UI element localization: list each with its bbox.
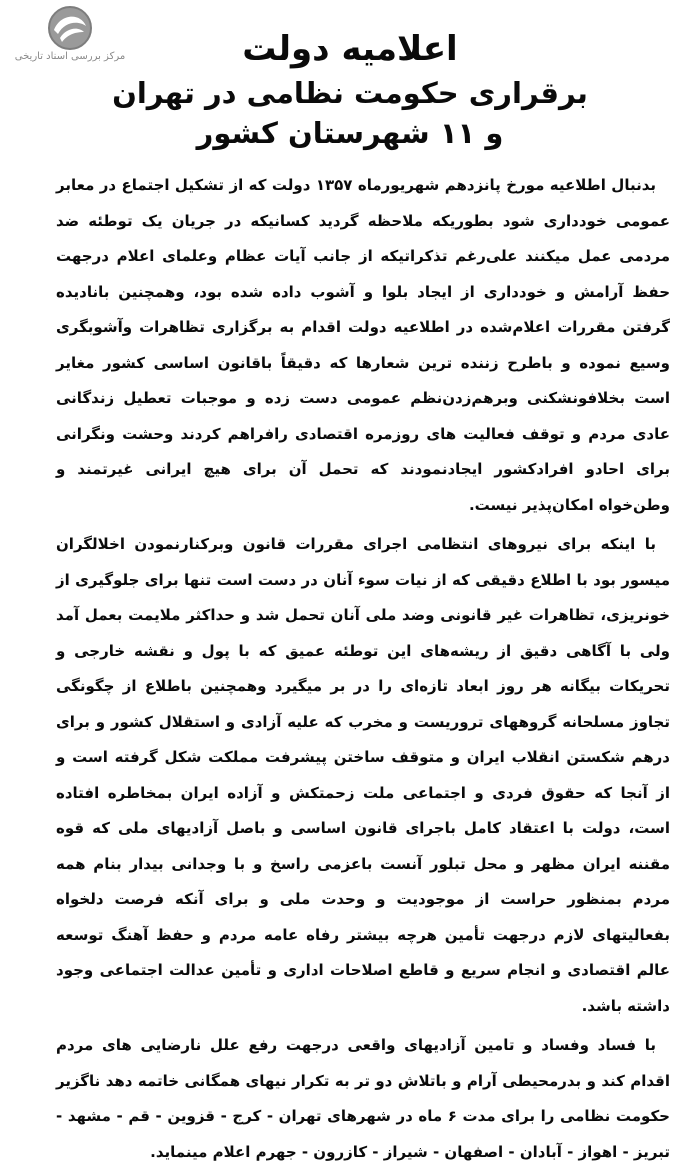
document-header bbox=[60, 26, 640, 152]
document-body bbox=[56, 168, 670, 1170]
document-subtitle-line1: برقراری حکومت نظامی در تهران bbox=[112, 76, 588, 110]
paragraph: بدنبال اطلاعیه مورخ پانزدهم شهریورماه ۱۳۵۷ دولت که از تشکیل اجتماع در معابر عمومی خودداری شود بطوریکه ملاحظه گردید کسانیکه در جریان یک توطئه ضد مردمی عمل میکنند علی‌رغم تذکراتیکه از جانب آیات عظام وعلمای اعلام درجهت حفظ آرامش و خودداری از ایجاد بلوا و آشوب داده شده بود، وهمچنین باناديده گرفتن مقررات اعلام‌شده در اطلاعیه دولت اقدام به برگزاری تظاهرات وآشوبگری وسیع نموده و باطرح زننده ترین شعارها که دقیقاً باقانون اساسی کشور مغایر است بخلافونشکنی وبرهم‌زدن‌نظم عمومی دست زده و موجبات تعطیل زندگانی عادی مردم و توقف فعالیت های روزمره اقتصادی رافراهم کردند وحشت ونگرانی برای احادو افرادکشور ایجادنمودند که تحمل آن برای هیچ ایرانی غیرتمند و وطن‌خواه امکان‌پذیر نیست. bbox=[56, 176, 670, 514]
document-subtitle-line2: و ۱۱ شهرستان کشور bbox=[196, 116, 504, 150]
paragraph: با اینکه برای نیروهای انتظامی اجرای مقررات قانون وبرکنارنمودن اخلالگران میسور بود با اطلاع دقیقی که از نیات سوء آنان در دست است تنها برای جلوگیری از خونریزی، تظاهرات غیر قانونی وضد ملی آنان تحمل شد و حداکثر ملایمت بعمل آمد ولی با آگاهی دقیق از ریشه‌های این توطئه عمیق که با پول و نقشه خارجی و تحریکات بیگانه هر روز ابعاد تازه‌ای را در بر میگیرد وهمچنین باطلاع از چگونگی تجاوز مسلحانه گروههای تروریست و مخرب که علیه آزادی و استقلال کشور و برای درهم شکستن انقلاب ایران و متوقف ساختن پیشرفت مملکت شکل گرفته است و از آنجا که حقوق فردی و اجتماعی ملت زحمتکش و آزاده ایران بمخاطره افتاده است، دولت با اعتقاد کامل باجرای قانون اساسی و باصل آزادیهای ملی که قوه مقننه ایران مظهر و محل تبلور آنست باعزمی راسخ و با وجدانی بیدار بنام همه مردم بمنظور حراست از موجودیت و وحدت ملی و برای آنکه فرصت دلخواه بفعالیتهای لازم درجهت تأمین هرچه بیشتر رفاه عامه مردم و حفظ آهنگ توسعه عالم اقتصادی و انجام سریع و قاطع اصلاحات اداری و تأمین عدالت اجتماعی وجود داشته باشد. bbox=[56, 535, 670, 1015]
watermark-text: مرکز بررسی اسناد تاریخی bbox=[14, 51, 126, 62]
paragraph: با فساد وفساد و تامین آزادیهای واقعی درجهت رفع علل نارضایی های مردم اقدام کند و بدرمحیطی آرام و باتلاش دو تر به تکرار نیهای همگانی خاتمه دهد ناگزیر حکومت نظامی را برای مدت ۶ ماه در شهرهای تهران - کرج - قزوین - قم - مشهد - تبریز - اهواز - آبادان - اصفهان - شیراز - کازرون - جهرم اعلام مینماید. bbox=[56, 1036, 670, 1161]
document-title: اعلامیه دولت bbox=[242, 29, 458, 69]
